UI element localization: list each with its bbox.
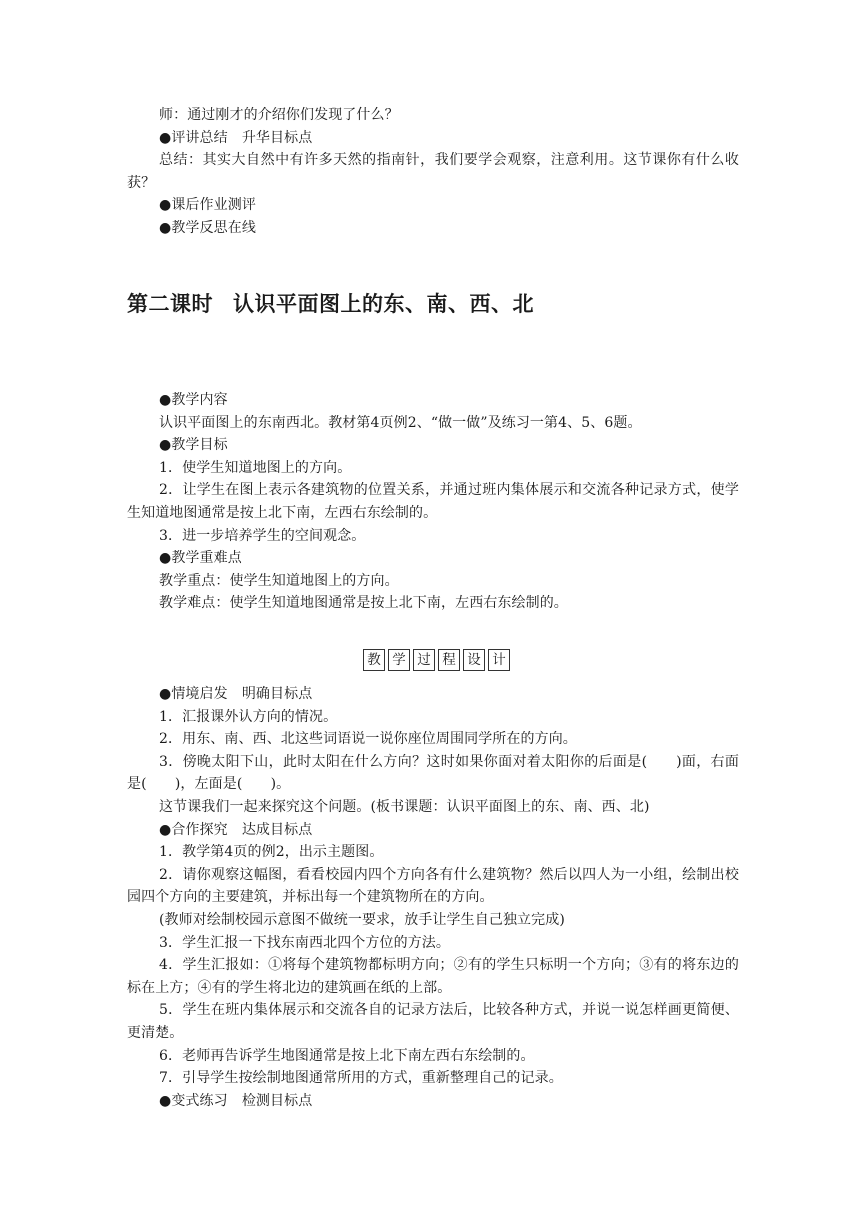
banner-char: 计 <box>488 649 510 671</box>
banner-char: 教 <box>363 649 385 671</box>
bullet-heading: ●合作探究 达成目标点 <box>159 821 313 838</box>
banner-char: 程 <box>438 649 460 671</box>
bullet-heading: ●变式练习 检测目标点 <box>159 1092 313 1109</box>
paragraph: 1．汇报课外认方向的情况。 <box>159 708 338 725</box>
paragraph: 2．用东、南、西、北这些词语说一说你座位周围同学所在的方向。 <box>159 731 577 748</box>
paragraph: 总结：其实大自然中有许多天然的指南针，我们要学会观察，注意利用。这节课你有什么收获？ <box>127 152 739 191</box>
paragraph: 教学重点：使学生知道地图上的方向。 <box>159 572 399 589</box>
paragraph: 3．傍晚太阳下山，此时太阳在什么方向？这时如果你面对着太阳你的后面是( )面，右面是( )，左面是( )。 <box>127 753 739 793</box>
paragraph: 这节课我们一起来探究这个问题。(板书课题：认识平面图上的东、南、西、北) <box>159 798 650 815</box>
section-teaching-process <box>127 683 739 1112</box>
bullet-heading: ●课后作业测评 <box>159 197 256 214</box>
paragraph: 5．学生在班内集体展示和交流各自的记录方法后，比较各种方式，并说一说怎样画更简便、更清楚。 <box>127 1002 739 1041</box>
paragraph: 认识平面图上的东南西北。教材第4页例2、“做一做”及练习一第4、5、6题。 <box>159 414 642 431</box>
paragraph: 3．进一步培养学生的空间观念。 <box>159 527 366 544</box>
paragraph: 1．教学第4页的例2，出示主题图。 <box>159 844 384 861</box>
lesson-title <box>127 289 534 319</box>
bullet-heading: ●教学重难点 <box>159 550 242 567</box>
paragraph: 2．让学生在图上表示各建筑物的位置关系，并通过班内集体展示和交流各种记录方式，使学生知道地图通常是按上北下南，左西右东绘制的。 <box>127 482 739 521</box>
paragraph: 1．使学生知道地图上的方向。 <box>159 459 352 476</box>
section-lesson-overview <box>127 389 739 615</box>
section-previous-lesson-end <box>127 104 739 240</box>
paragraph: 3．学生汇报一下找东南西北四个方位的方法。 <box>159 934 451 951</box>
teaching-process-banner <box>363 649 510 671</box>
banner-char: 过 <box>413 649 435 671</box>
lesson-title-topic: 认识平面图上的东、南、西、北 <box>233 292 534 316</box>
paragraph: 2．请你观察这幅图，看看校园内四个方向各有什么建筑物？然后以四人为一小组，绘制出校园四个方向的主要建筑，并标出每一个建筑物所在的方向。 <box>127 866 739 906</box>
lesson-title-period: 第二课时 <box>127 292 213 316</box>
paragraph: 师：通过刚才的介绍你们发现了什么？ <box>159 107 399 123</box>
bullet-heading: ●情境启发 明确目标点 <box>159 686 313 702</box>
bullet-heading: ●评讲总结 升华目标点 <box>159 129 313 146</box>
banner-char: 学 <box>388 649 410 671</box>
paragraph: (教师对绘制校园示意图不做统一要求，放手让学生自己独立完成) <box>159 911 565 928</box>
paragraph: 4．学生汇报如：①将每个建筑物都标明方向；②有的学生只标明一个方向；③有的将东边的标在上方；④有的学生将北边的建筑画在纸的上部。 <box>127 957 739 996</box>
bullet-heading: ●教学目标 <box>159 437 228 454</box>
bullet-heading: ●教学反思在线 <box>159 219 256 236</box>
banner-char: 设 <box>463 649 485 671</box>
bullet-heading: ●教学内容 <box>159 392 228 408</box>
paragraph: 6．老师再告诉学生地图通常是按上北下南左西右东绘制的。 <box>159 1047 535 1064</box>
paragraph: 教学难点：使学生知道地图通常是按上北下南，左西右东绘制的。 <box>159 595 568 612</box>
paragraph: 7．引导学生按绘制地图通常所用的方式，重新整理自己的记录。 <box>159 1070 563 1087</box>
